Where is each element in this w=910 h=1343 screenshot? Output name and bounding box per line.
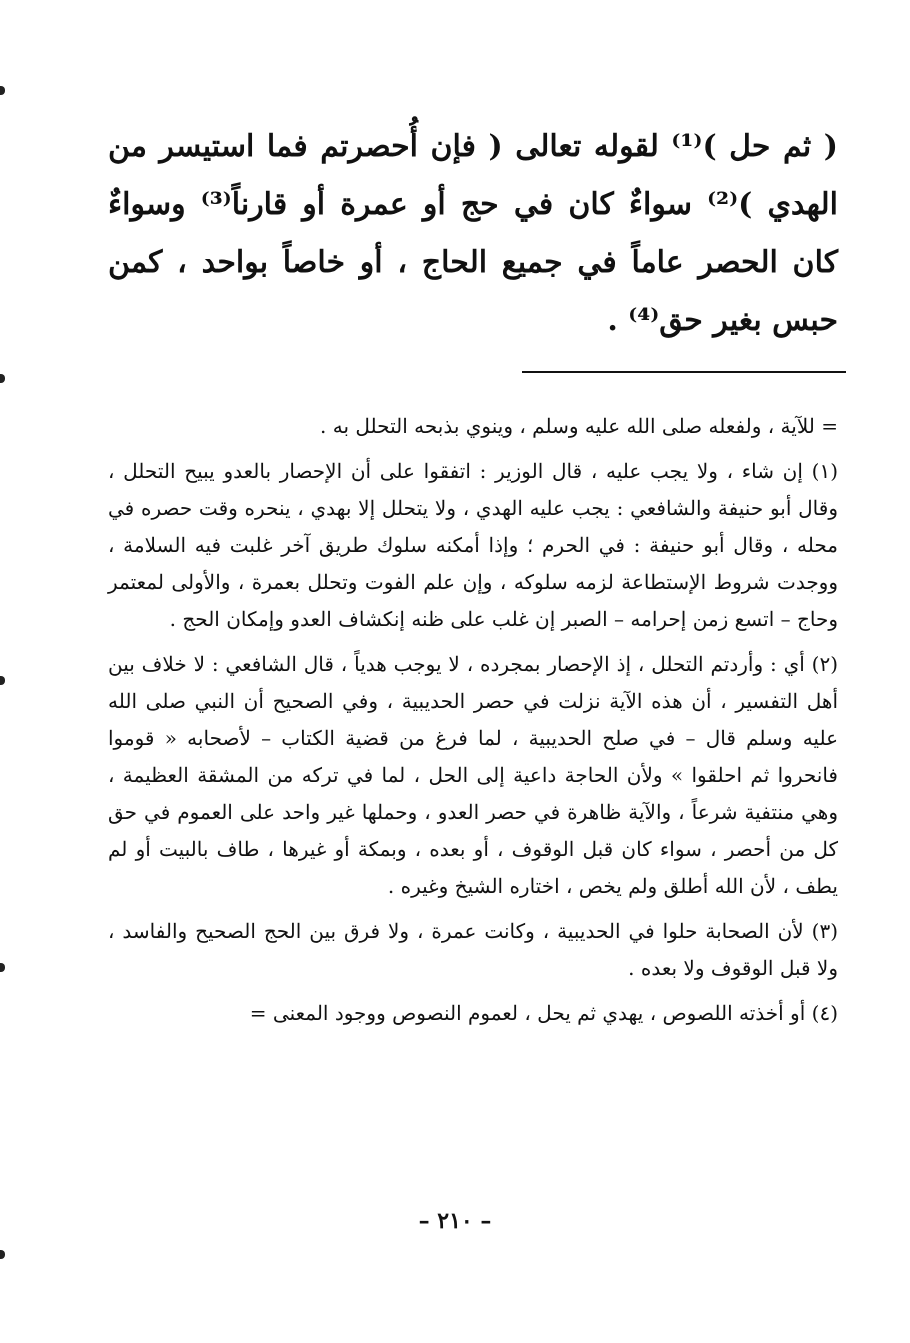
scan-edge-mark: [0, 963, 5, 972]
scan-edge-mark: [0, 1250, 5, 1259]
footnote-3: (٣) لأن الصحابة حلوا في الحديبية ، وكانت عمرة ، ولا فرق بين الحج الصحيح والفاسد ، ولا قبل الوقوف ولا بعده .: [108, 919, 838, 980]
scan-edge-mark: [0, 86, 5, 95]
page-number: – ٢١٠ –: [418, 1208, 492, 1234]
footnote-2: (٢) أي : وأردتم التحلل ، إذ الإحصار بمجرده ، لا يوجب هدياً ، قال الشافعي : لا خلاف بين أهل التفسير ، أن هذه الآية نزلت في حصر الحديبية ، وفي الصحيح أن النبي صلى الله عليه وسلم قال – في صلح الحديبية ، لما فرغ من قضية الكتاب – لأصحابه « قوموا فانحروا ثم احلقوا » ولأن الحاجة داعية إلى الحل ، لما في تركه من المشقة العظيمة ، وهي منتفية شرعاً ، والآية ظاهرة في حصر العدو ، وحملها غير واحد على العموم في حق كل من أحصر ، سواء كان قبل الوقوف ، أو بعده ، وبمكة أو غيرها ، طاف بالبيت أو لم يطف ، لأن الله أطلق ولم يخص ، اختاره الشيخ وغيره .: [108, 652, 838, 898]
footnote-4: (٤) أو أخذته اللصوص ، يهدي ثم يحل ، لعموم النصوص ووجود المعنى =: [249, 1001, 838, 1025]
footnote-continuation: = للآية ، ولفعله صلى الله عليه وسلم ، وينوي بذبحه التحلل به .: [320, 414, 838, 438]
scan-edge-mark: [0, 676, 5, 685]
footnote-1: (١) إن شاء ، ولا يجب عليه ، قال الوزير : اتفقوا على أن الإحصار بالعدو يبيح التحلل ، وقال أبو حنيفة والشافعي : يجب عليه الهدي ، ولا يتحلل إلا بهدي ، ينحره وقت حصره في محله ، وقال أبو حنيفة : في الحرم ؛ وإذا أمكنه سلوك طريق آخر غلبت فيه السلامة ، ووجدت شروط الإستطاعة لزمه سلوكه ، وإن علم الفوت وتحلل بعمرة ، والأولى لمعتمر وحاج – اتسع زمن إحرامه – الصبر إن غلب على ظنه إنكشاف العدو وإمكان الحج .: [108, 459, 838, 631]
footnote-separator: [522, 371, 846, 373]
footnotes-block: [108, 408, 838, 1040]
main-text-block: [108, 118, 838, 350]
scan-edge-mark: [0, 374, 5, 383]
main-paragraph: ( ثم حل )⁽¹⁾ لقوله تعالى ( فإن أُحصرتم فما استيسر من الهدي )⁽²⁾ سواءٌ كان في حج أو عمرة أو قارناً⁽³⁾ وسواءٌ كان الحصر عاماً في جميع الحاج ، أو خاصاً بواحد ، كمن حبس بغير حق⁽⁴⁾ .: [108, 129, 838, 338]
